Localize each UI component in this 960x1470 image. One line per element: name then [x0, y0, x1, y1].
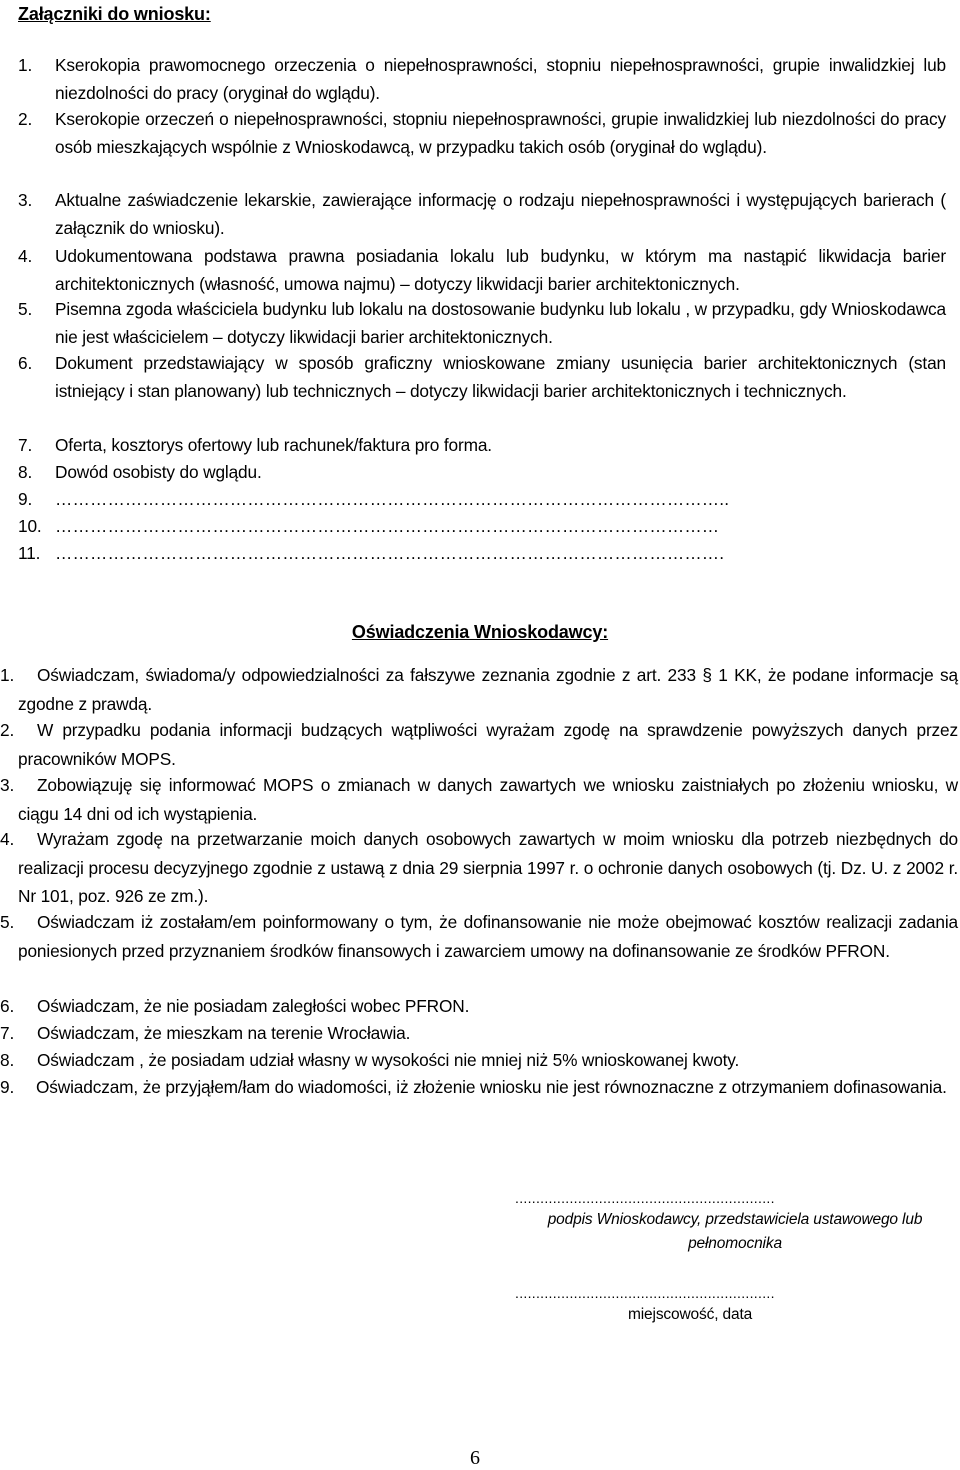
declaration-text: Zobowiązuję się informować MOPS o zmianach w danych zawartych we wniosku zaistniałych po złożeniu wniosku, w ciągu 14 dni od ich wystąpienia.	[18, 775, 958, 824]
declaration-number: 7.	[0, 1023, 15, 1043]
declaration-text: Oświadczam, że mieszkam na terenie Wrocławia.	[37, 1023, 411, 1043]
attachment-item-9	[18, 486, 946, 514]
attachment-number: 6.	[18, 353, 33, 373]
declaration-text: W przypadku podania informacji budzących wątpliwości wyrażam zgodę na sprawdzenie powyższych danych przez pracowników MOPS.	[18, 720, 958, 769]
declaration-number: 8.	[0, 1050, 15, 1070]
place-date-label: miejscowość, data	[628, 1306, 753, 1323]
attachment-item-4	[18, 243, 946, 298]
attachment-item-6	[18, 350, 946, 405]
declaration-number: 3.	[0, 775, 15, 795]
attachment-text: Aktualne zaświadczenie lekarskie, zawierające informację o rodzaju niepełnosprawności i występujących barierach ( załącznik do wniosku).	[55, 190, 946, 238]
declaration-item-5	[0, 908, 958, 965]
attachment-number: 8.	[18, 462, 33, 482]
attachment-number: 7.	[18, 435, 33, 455]
attachment-number: 4.	[18, 246, 33, 266]
attachment-item-7	[18, 432, 946, 460]
declaration-text: Wyrażam zgodę na przetwarzanie moich danych osobowych zawartych w moim wniosku dla potrzeb niezbędnych do realizacji procesu decyzyjnego zgodnie z ustawą z dnia 29 sierpnia 1997 r. o ochronie danych osobowych (tj. Dz. U. z 2002 r. Nr 101, poz. 926 ze zm.).	[18, 829, 958, 906]
attachment-item-2	[18, 106, 946, 161]
attachment-text: Kserokopie orzeczeń o niepełnosprawności, stopniu niepełnosprawności, grupie inwalidzkiej lub niezdolności do pracy osób mieszkających wspólnie z Wnioskodawcą, w przypadku takich osób (oryginał do wglądu).	[55, 109, 946, 157]
declarations-title: Oświadczenia Wnioskodawcy:	[351, 622, 609, 642]
attachment-blank-line: ……………………………………………………………………………………………………..	[55, 489, 730, 509]
declaration-number: 1.	[0, 665, 15, 685]
attachment-text: Dokument przedstawiający w sposób graficzny wnioskowane zmiany usunięcia barier architektonicznych (stan istniejący i stan planowany) lub technicznych – dotyczy likwidacji barier architektonicznych i technicznych.	[55, 353, 946, 401]
attachment-number: 1.	[18, 55, 33, 75]
attachment-item-11	[18, 540, 946, 568]
attachment-item-8	[18, 459, 946, 487]
attachment-text: Pisemna zgoda właściciela budynku lub lokalu na dostosowanie budynku lub lokalu , w przypadku, gdy Wnioskodawca nie jest właścicielem – dotyczy likwidacji barier architektonicznych.	[55, 299, 946, 347]
attachment-item-3	[18, 187, 946, 242]
signature-label: podpis Wnioskodawcy, przedstawiciela ustawowego lub pełnomocnika	[547, 1211, 923, 1252]
declaration-number: 4.	[0, 829, 15, 849]
attachment-number: 10.	[18, 516, 42, 536]
declaration-item-4	[0, 825, 958, 911]
declaration-text: Oświadczam, świadoma/y odpowiedzialności za fałszywe zeznania zgodnie z art. 233 § 1 KK, że podane informacje są zgodne z prawdą.	[18, 665, 958, 714]
attachment-text: Dowód osobisty do wglądu.	[55, 462, 262, 482]
declaration-text: Oświadczam, że przyjąłem/łam do wiadomości, iż złożenie wniosku nie jest równoznaczne z otrzymaniem dofinasowania.	[36, 1077, 947, 1097]
attachment-number: 3.	[18, 190, 33, 210]
attachments-heading: Załączniki do wniosku:	[18, 4, 211, 24]
attachment-item-10	[18, 513, 946, 541]
attachment-text: Oferta, kosztorys ofertowy lub rachunek/faktura pro forma.	[55, 435, 492, 455]
attachment-text: Udokumentowana podstawa prawna posiadania lokalu lub budynku, w którym ma nastąpić likwidacja barier architektonicznych (własność, umowa najmu) – dotyczy likwidacji barier architektonicznych.	[55, 246, 946, 294]
declaration-number: 2.	[0, 720, 15, 740]
declaration-text: Oświadczam iż zostałam/em poinformowany o tym, że dofinansowanie nie może obejmować kosztów realizacji zadania poniesionych przed przyznaniem środków finansowych i zawarciem umowy na dofinansowanie ze środków PFRON.	[18, 912, 958, 961]
attachment-item-5	[18, 296, 946, 351]
declaration-number: 9.	[0, 1077, 15, 1097]
declaration-item-6	[0, 992, 958, 1021]
attachment-blank-line: …………………………………………………………………………………………………….	[55, 543, 725, 563]
attachment-number: 5.	[18, 299, 33, 319]
page-number: 6	[470, 1447, 480, 1469]
declaration-text: Oświadczam , że posiadam udział własny w wysokości nie mniej niż 5% wnioskowanej kwoty.	[37, 1050, 740, 1070]
declaration-item-9	[0, 1073, 958, 1102]
attachment-text: Kserokopia prawomocnego orzeczenia o niepełnosprawności, stopniu niepełnosprawności, grupie inwalidzkiej lub niezdolności do pracy (oryginał do wglądu).	[55, 55, 946, 103]
declaration-item-7	[0, 1019, 958, 1048]
attachment-number: 11.	[18, 543, 41, 563]
attachment-blank-line: ……………………………………………………………………………………………………	[55, 516, 720, 536]
declaration-item-2	[0, 716, 958, 773]
signature-dotted-line: ..............................................................	[515, 1190, 775, 1206]
declaration-text: Oświadczam, że nie posiadam zaległości wobec PFRON.	[37, 996, 470, 1016]
declaration-number: 5.	[0, 912, 15, 932]
attachment-number: 9.	[18, 489, 33, 509]
attachment-number: 2.	[18, 109, 33, 129]
attachment-item-1	[18, 52, 946, 107]
declaration-number: 6.	[0, 996, 15, 1016]
place-date-dotted-line: ..............................................................	[515, 1285, 775, 1301]
declaration-item-1	[0, 661, 958, 718]
declaration-item-3	[0, 771, 958, 828]
declaration-item-8	[0, 1046, 958, 1075]
